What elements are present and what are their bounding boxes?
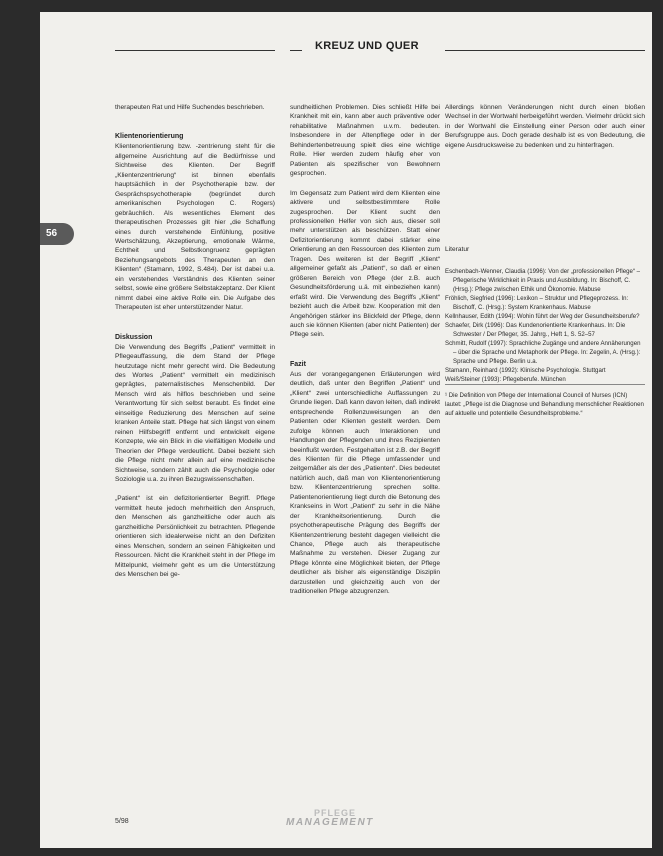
- issue-number: 5/98: [115, 818, 129, 825]
- literature-entry: Schaefer, Dirk (1996): Das Kundenorientierte Krankenhaus. In: Die Schwester / Der Pfleger, 35. Jahrg., Heft 1, S. 52–57: [445, 321, 626, 338]
- logo-line-1: PFLEGE: [314, 808, 357, 818]
- literature-entry: Fröhlich, Siegfried (1996): Lexikon – Struktur und Pflegeprozess. In: Bischoff, C. (Hrsg.): System Krankenhaus. Mabuse: [445, 294, 629, 311]
- literature-entry: Weiß/Steiner (1993): Pflegeberufe. München: [445, 375, 566, 383]
- diskussion-text-2: „Patient“ ist ein defizitorientierter Begriff. Pflege vermittelt heute jedoch mehrheitlich den Anspruch, den Menschen als ganzheitliche oder auch als ganzheitliche Persönlichkeit zu betrachten. Pflegende orientieren sich idealerweise nicht an den Defiziten eines Menschen, sondern an seinen Fähigkeiten und Ressourcen. Nicht die Krankheit steht in der Pflege im Mittelpunkt, vielmehr geht es um die Unterstützung des Menschen bei ge-: [115, 495, 275, 579]
- header-rule-mid: [290, 50, 302, 51]
- literature-entry: Eschenbach-Wenner, Claudia (1996): Von der „professionellen Pflege“ – Pflegerische Wirklichkeit in Praxis und Ausbildung. In: Bischoff, C. (Hrsg.): Pflege zwischen Ethik und Ökonomie. Mabuse: [445, 267, 641, 293]
- page-number-tab: 56: [40, 223, 74, 245]
- literature-entry: Schmitt, Rudolf (1997): Sprachliche Zugänge und andere Annäherungen – über die Sprache und Metaphorik der Pflege. In: Zegelin, A. (Hrsg.): Sprache und Pflege. Berlin u.a.: [445, 339, 641, 365]
- literature-heading: Literatur: [445, 246, 470, 254]
- footnote: ¹ Die Definition von Pflege der International Council of Nurses (ICN) lautet: „Pflege ist die Diagnose und Behandlung menschlicher Reaktionen auf aktuelle und potentielle Gesundheitsprobleme.“: [445, 384, 645, 418]
- section-heading-fazit: Fazit: [290, 360, 306, 368]
- middle-text-1: sundheitlichen Problemen. Dies schließt Hilfe bei Krankheit mit ein, kann aber auch präventive oder rehabilitative Maßnahmen u.v.m. bedeuten. Insbesondere in der Altenpflege oder in der Behindertenbetreuung spielt dies eine wichtige Rolle. Hier werden zudem häufig eher von Patienten als spezifischer von Bewohnern gesprochen.: [290, 104, 440, 178]
- column-right: [445, 103, 645, 418]
- running-head: KREUZ UND QUER: [315, 40, 419, 52]
- column-left: [115, 103, 275, 579]
- intro-text: therapeuten Rat und Hilfe Suchendes beschrieben.: [115, 104, 265, 111]
- header-rule-left: [115, 50, 275, 51]
- literature-entry: Stamann, Reinhard (1992): Klinische Psychologie. Stuttgart: [445, 366, 606, 374]
- right-text-1: Allerdings können Veränderungen nicht durch einen bloßen Wechsel in der Wortwahl herbeigeführt werden. Vielmehr drückt sich in der Wortwahl die Einstellung einer Person oder auch einer Berufsgruppe aus. Doch gerade deshalb ist es von Bedeutung, die eigene Ausdrucksweise zu bedenken und zu hinterfragen.: [445, 104, 645, 149]
- klientenorientierung-text: Klientenorientierung bzw. -zentrierung steht für die allgemeine Ausrichtung auf die Bedürfnisse und Sichtweise des Klienten. Der Begriff „Klientenzentrierung“ ist binnen ebenfalls hauptsächlich in der Psychotherapie bzw. der Gesprächspsychotherapie (begründet durch amerikanischen Psychologen C. Rogers) gebräuchlich. Als wesentliches Element des therapeutischen Prozesses gilt hier „die Schaffung eines durch verstehende Einfühlung, positive Wertschätzung, Akzeptierung, emotionale Wärme, Echtheit und Selbstkongruenz geprägten Beziehungsangebots des Therapeuten an den Klienten“ (Stamann, 1992, S.484). Der ist dabei u.a. ein verstehendes Verständnis des Klienten seiner selbst, sowie eine größere Selbstakzeptanz. Der Klient nimmt dabei eine aktive Rolle ein. Die Aufgabe des Therapeuten ist eher unterstützender Natur.: [115, 143, 275, 312]
- section-heading-diskussion: Diskussion: [115, 333, 153, 341]
- literature-entry: Kellnhauser, Edith (1994): Wohin führt der Weg der Gesundheitsberufe?: [445, 312, 640, 320]
- header-rule-right: [445, 50, 645, 51]
- section-heading-klientenorientierung: Klientenorientierung: [115, 133, 184, 141]
- column-middle: [290, 103, 440, 597]
- literature-list: [445, 267, 645, 384]
- middle-text-2: Im Gegensatz zum Patient wird dem Klienten eine aktivere und selbstbestimmtere Rolle zugesprochen. Der Klient sucht den professionellen Helfer von sich aus, dieser soll mehr unterstützen als beschützen. Statt einer Defizitorientierung kommt dabei stärker eine Orientierung an den Ressourcen des Klienten zum Tragen. Des weiteren ist der Begriff „Klient“ allgemeiner gefaßt als „Patient“, so daß er einen größeren Bereich von Pflege (der z.B. auch Gesundheitsförderung u.ä. mit einbeziehen kann) erfaßt wird. Die Verwendung des Begriffs „Klient“ bezieht auch die Arbeit bzw. Kooperation mit den Angehörigen stärker ins Blickfeld der Pflege, denn auch sie können Klienten (aber nicht Patienten) der Pflege sein.: [290, 189, 440, 339]
- diskussion-text-1: Die Verwendung des Begriffs „Patient“ vermittelt in Pflegeauffassung, die dem Stand der Pflege heutzutage nicht mehr gerecht wird. Die Bedeutung des Wortes „Patient“ vermittelt ein medizinisch geprägtes, paternalistisches Menschenbild. Der Mensch wird als hilflos beschrieben und seine Verantwortung für sich selbst beraubt. Es findet eine einseitige Reduzierung des Menschen auf seine kranken Anteile statt. Pflege hat sich längst von einem reinen Hilfsbegriff entfernt und entwickelt eigene Konzepte, wie ein Blick in die vielfältigen Modelle und Theorien der Pflege verdeutlicht. Dabei bezieht sich die Pflege nicht mehr allein auf eine medizinische Sichtweise, sondern zählt auch die Psychologie oder Soziologie u.a. zu ihren Bezugswissenschaften.: [115, 343, 275, 483]
- magazine-logo: [286, 808, 416, 834]
- fazit-text: Aus der vorangegangenen Erläuterungen wird deutlich, daß unter den Begriffen „Patient“ und „Klient“ zwei unterschiedliche Auffassungen zu Grunde liegen. Daß kann davon leiten, daß indirekt entsprechende Rollenzuweisungen an den Patienten oder Klienten gestellt werden. Dem zufolge können auch Interaktionen und Handlungen der Pflegenden und ihres Rezipienten beeinflußt werden. Festgehalten ist z.B. der Begriff des Klienten für die Pflege umfassender und zeitgemäßer als der des „Patienten“. Dies bedeutet natürlich auch, daß man von Klientenorientierung bzw. Klientenzentrierung sprechen sollte. Patientenorientierung liegt durch die Betonung des Krankseins in Wort „Patient“ zu sehr in die Nähe der Krankheitsorientierung. Durch die psychotherapeutische Prägung des Begriffs der Klientenzentrierung besteht dagegen vielleicht die Chance, Pflege auch als therapeutische Maßnahme zu verstehen. Dieser Zugang zur Pflege könnte eine Möglichkeit bieten, der Pflege deutlicher als bisher als eigenständige Disziplin darzustellen und gleichzeitig auch von der traditionellen Pflege abzugrenzen.: [290, 370, 440, 596]
- logo-line-2: MANAGEMENT: [286, 817, 374, 828]
